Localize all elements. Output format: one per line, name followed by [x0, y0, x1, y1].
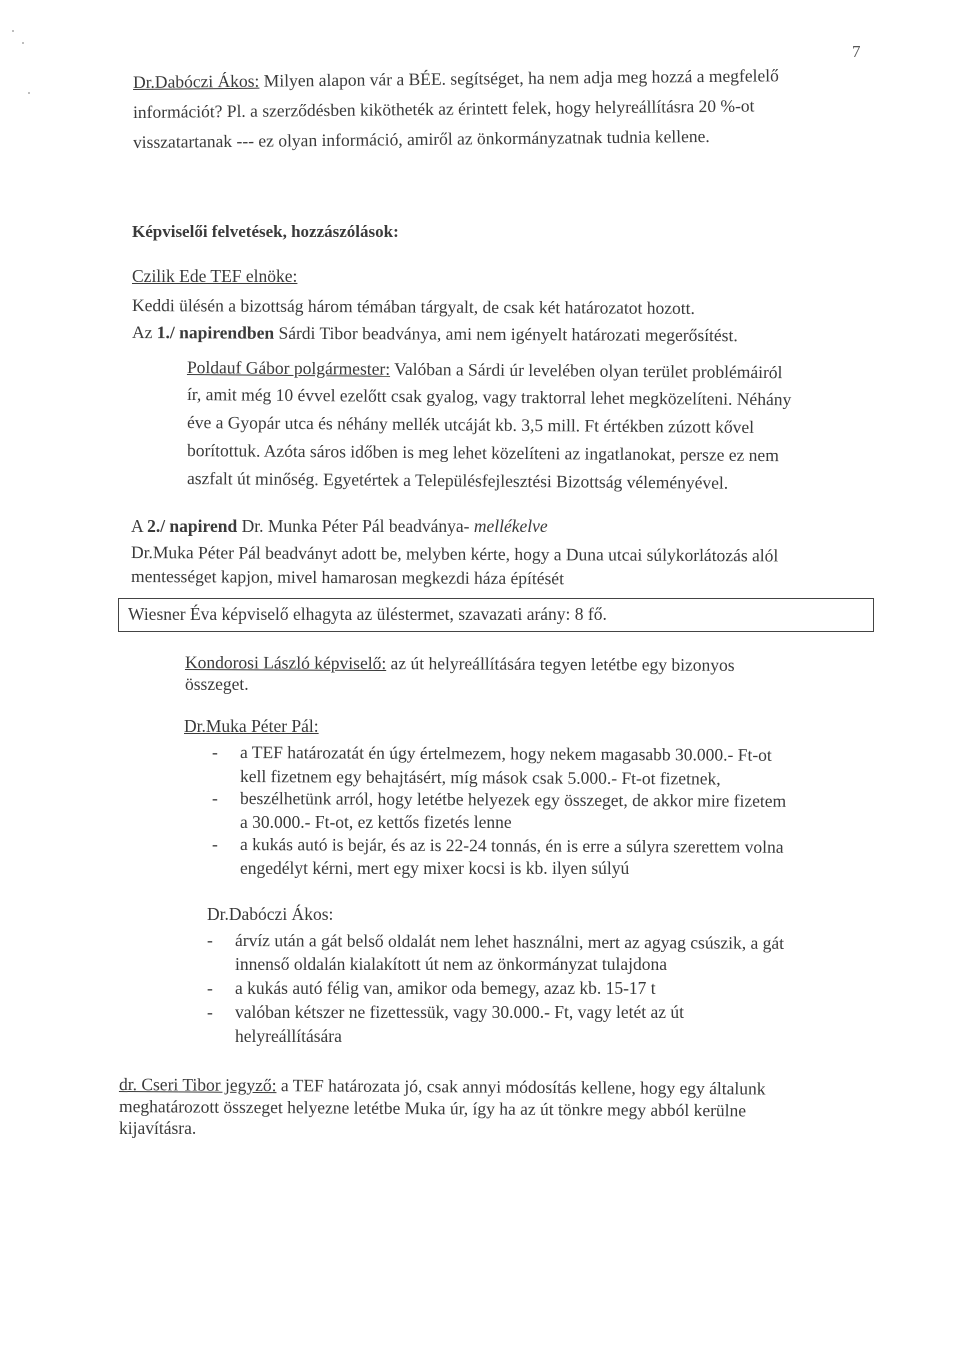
bullet-dash: -: [212, 834, 218, 854]
daboczi2-b3-line-1: valóban kétszer ne fizettessük, vagy 30.000.- Ft, vagy letét az út: [235, 1002, 685, 1022]
poldauf-line-1: [187, 357, 783, 382]
kondorosi-line-1: [185, 652, 735, 675]
scan-speck: [12, 30, 14, 32]
poldauf-line-4: borítottuk. Azóta sáros időben is meg lehet közelíteni az ingatlanokat, persze ez nem: [186, 440, 779, 466]
muka-b2-line-1: beszélhetünk arról, hogy letétbe helyezek egy összeget, de akkor mire fizetem: [239, 788, 787, 811]
napirend2-line-2: Dr.Muka Péter Pál beadványt adott be, melyben kérte, hogy a Duna utcai súlykorlátozás alól: [130, 542, 779, 566]
cseri-line-1: [119, 1074, 766, 1099]
poldauf-line-2: ír, amit még 10 évvel ezelőtt csak gyalog, vagy traktorral lehet megközelíteni. Néhány: [186, 384, 792, 410]
muka-b2-line-2: a 30.000.- Ft-ot, ez kettős fizetés lenne: [240, 812, 512, 832]
muka-b1-line-2: kell fizetnem egy behajtásért, míg mások csak 5.000.- Ft-ot fizetnek,: [239, 766, 721, 789]
napirend2-italic: mellékelve: [473, 516, 548, 536]
speaker-daboczi: Dr.Dabóczi Ákos:: [132, 70, 260, 92]
napirend2-pre: A: [131, 516, 143, 536]
speaker-daboczi-2: Dr.Dabóczi Ákos:: [207, 904, 334, 924]
napirend2-line-3: mentességet kapjon, mivel hamarosan megkezdi háza építését: [130, 566, 565, 589]
czilik-pre: Az: [131, 322, 153, 343]
agenda-1: 1./ napirendben: [156, 322, 275, 343]
cseri-line-2: meghatározott összeget helyezne letétbe Muka úr, így ha az út tönkre megy abból kerülne: [118, 1096, 747, 1121]
napirend2-mid: Dr. Munka Péter Pál beadványa-: [241, 516, 470, 536]
cseri-line-3: kijavításra.: [119, 1118, 197, 1138]
cseri-text-1: a TEF határozata jó, csak annyi módosítás kellene, hogy egy általunk: [280, 1075, 766, 1099]
p1-line-1: [133, 65, 779, 92]
daboczi2-b1-line-1: árvíz után a gát belső oldalát nem lehet használni, mert az agyag csúszik, a gát: [234, 930, 785, 953]
p1-line-2: információt? Pl. a szerződésben kikötheték az érintett felek, hogy helyreállításra 20 %-ot: [132, 95, 755, 122]
daboczi2-b1-line-2: innenső oldalán kialakított út nem az önkormányzat tulajdona: [235, 954, 668, 974]
scan-speck: [28, 92, 30, 94]
speaker-cseri: dr. Cseri Tibor jegyző:: [118, 1074, 277, 1096]
bullet-dash: -: [212, 788, 218, 808]
muka-b3-line-1: a kukás autó is bejár, és az is 22-24 tonnás, én is erre a súlyra szerettem volna: [239, 834, 784, 857]
poldauf-text-1: Valóban a Sárdi úr levelében olyan terület problémáiról: [394, 358, 783, 383]
p1-line-3: visszatartanak --- ez olyan információ, amiről az önkormányzatnak tudnia kellene.: [132, 125, 710, 152]
muka-b1-line-1: a TEF határozatát én úgy értelmezem, hogy nekem magasabb 30.000.- Ft-ot: [239, 742, 772, 765]
daboczi2-b2-line-1: a kukás autó félig van, amikor oda bemegy, azaz kb. 15-17 t: [235, 978, 656, 998]
kondorosi-text-1: az út helyreállítására tegyen letétbe egy bizonyos: [390, 653, 735, 675]
speaker-kondorosi: Kondorosi László képviselő:: [184, 652, 387, 674]
czilik-line-1: Keddi ülésén a bizottság három témában tárgyalt, de csak két határozatot hozott.: [131, 295, 695, 318]
poldauf-line-5: aszfalt út minőség. Egyetértek a Településfejlesztési Bizottság véleményével.: [186, 468, 729, 493]
page-number: 7: [852, 42, 861, 61]
agenda-2: 2./ napirend: [147, 516, 238, 536]
speaker-czilik: Czilik Ede TEF elnöke:: [132, 266, 298, 286]
boxed-note: Wiesner Éva képviselő elhagyta az üléstermet, szavazati arány: 8 fő.: [128, 604, 607, 624]
scan-speck: [22, 42, 24, 44]
speaker-muka: Dr.Muka Péter Pál:: [184, 716, 319, 736]
czilik-line-2: [132, 322, 738, 345]
bullet-dash: -: [207, 930, 213, 950]
kondorosi-line-2: összeget.: [185, 674, 249, 694]
bullet-dash: -: [212, 742, 218, 762]
muka-b3-line-2: engedélyt kérni, mert egy mixer kocsi is kb. ilyen súlyú: [240, 858, 630, 878]
speaker-poldauf: Poldauf Gábor polgármester:: [186, 357, 391, 379]
section-heading: Képviselői felvetések, hozzászólások:: [132, 222, 399, 241]
p1-text-1: Milyen alapon vár a BÉE. segítséget, ha nem adja meg hozzá a megfelelő: [263, 65, 779, 91]
bullet-dash: -: [207, 1002, 213, 1022]
bullet-dash: -: [207, 978, 213, 998]
daboczi2-b3-line-2: helyreállítására: [235, 1026, 342, 1046]
czilik-post: Sárdi Tibor beadványa, ami nem igényelt határozati megerősítést.: [278, 322, 738, 346]
poldauf-line-3: éve a Gyopár utca és néhány mellék utcáját kb. 3,5 mill. Ft értékben zúzott kővel: [186, 412, 755, 437]
napirend2-line-1: [131, 516, 548, 536]
